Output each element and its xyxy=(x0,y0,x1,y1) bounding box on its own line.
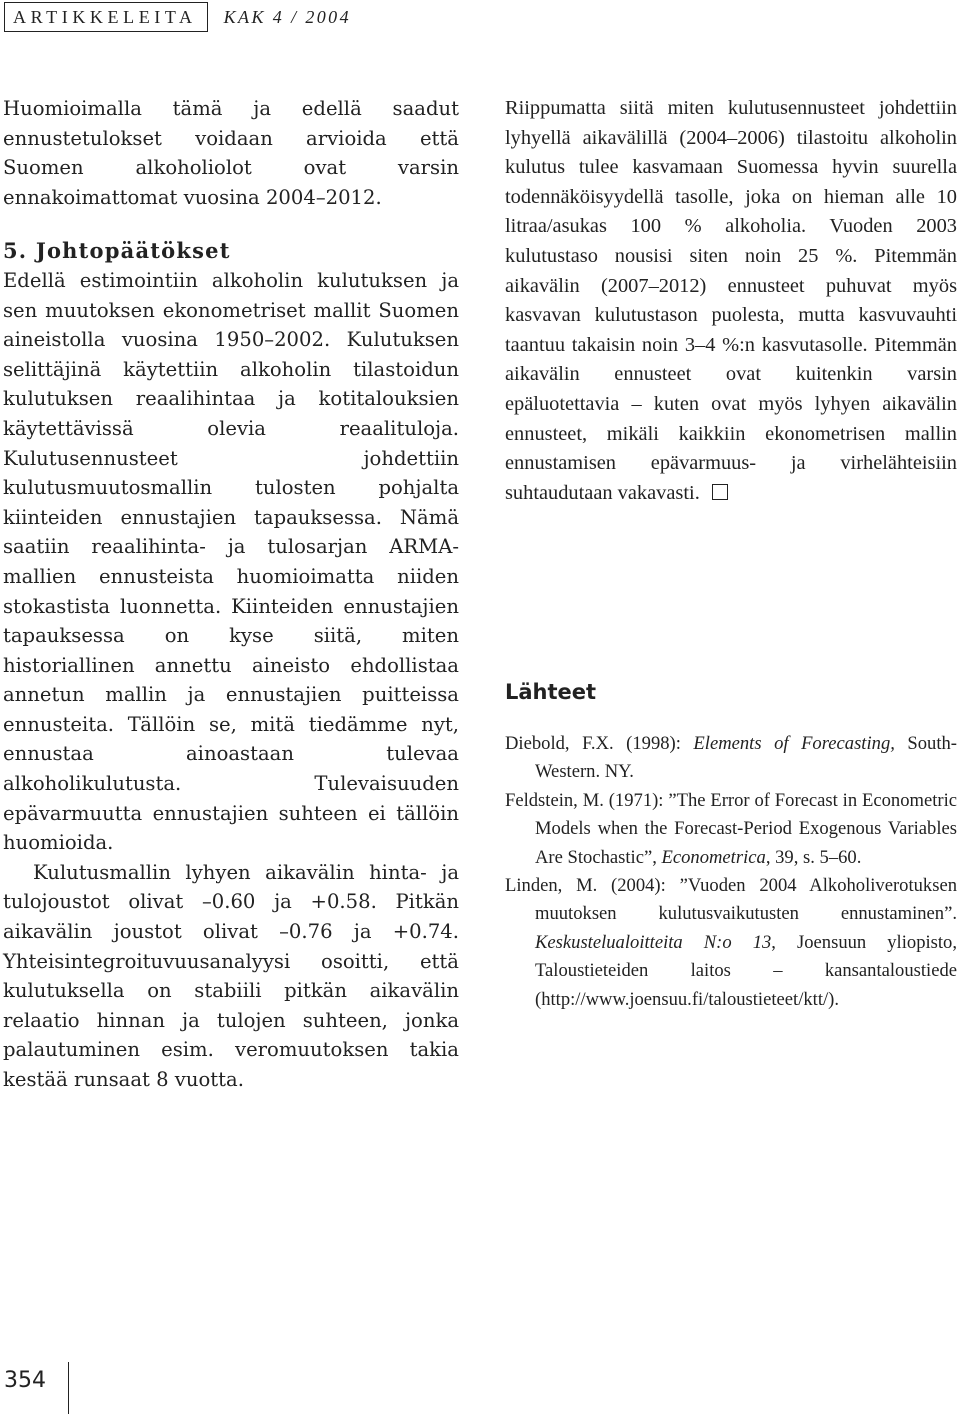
ref-series: Keskustelualoitteita N:o 13 xyxy=(535,931,772,953)
conclusions-paragraph-3 xyxy=(505,94,957,508)
conclusions-paragraph-1: Edellä estimointiin alkoholin kulutuksen ja sen muutoksen ekonometriset mallit Suomen aineistolla vuosina 1950–2002. Kulutuksen selittäjinä käytettiin alkoholin tilastoidun kulutuksen reaalihintaa ja kotitalouksien käytettävissä olevia reaalituloja. Kulutusennusteet johdettiin kulutusmuutosmallin tulosten pohjalta kiinteiden ennustajien tapauksessa. Nämä saatiin reaalihinta- ja tulosarjan ARMA-mallien ennusteista huomioimatta niiden stokastista luonnetta. Kiinteiden ennustajien tapauksessa on kyse siitä, miten historiallinen annettu aineisto ehdollistaa annetun mallin ja ennustajien puitteissa ennusteita. Tällöin se, mitä tiedämme nyt, ennustaa ainoastaan tulevaa alkoholikulutusta. Tulevaisuuden epävarmuutta ennustajien suhteen ei tällöin huomioida. xyxy=(3,268,459,855)
ref-authors: Linden, M. (2004): ”Vuoden 2004 Alkoholiverotuksen muutoksen kulutusvaikutusten ennustaminen”. xyxy=(505,875,957,925)
ref-publisher: South-Western. NY. xyxy=(535,733,957,783)
issue-label: KAK 4 / 2004 xyxy=(223,6,351,27)
section-label: ARTIKKELEITA xyxy=(4,2,208,32)
ref-publisher: , Joensuun yliopisto, Taloustieteiden laitos – kansantaloustiede (http://www.joensuu.fi/taloustieteet/ktt/). xyxy=(535,931,957,1010)
ref-journal: Econometrica xyxy=(661,846,766,868)
ref-title: Elements of Forecasting, xyxy=(693,733,895,754)
page-divider xyxy=(68,1362,69,1414)
end-mark-icon xyxy=(712,484,728,500)
reference-item xyxy=(505,872,957,1014)
right-column xyxy=(505,94,957,508)
intro-paragraph: Huomioimalla tämä ja edellä saadut ennustetulokset voidaan arvioida että Suomen alkoholiolot ovat varsin ennakoimattomat vuosina 2004–2012. xyxy=(3,97,459,209)
references-title: Lähteet xyxy=(505,680,597,704)
reference-item xyxy=(505,787,957,872)
ref-authors: Diebold, F.X. (1998): xyxy=(505,733,694,754)
section-heading: 5. Johtopäätökset xyxy=(3,238,231,264)
references-list xyxy=(505,730,957,1014)
ref-volume: , 39, s. 5–60. xyxy=(765,846,862,868)
running-header xyxy=(0,0,351,34)
conclusions-paragraph-3-text: Riippumatta siitä miten kulutusennusteet johdettiin lyhyellä aikavälillä (2004–2006) tilastoitu alkoholin kulutus tulee kasvamaan Suomessa hyvin suurella todennäköisyydellä tasolle, joka on hieman alle 10 litraa/asukas 100 % alkoholia. Vuoden 2003 kulutustaso nousisi siten noin 25 %. Pitemmän aikavälin (2007–2012) ennusteet puhuvat myös kasvavan kulutustason puolesta, mutta kasvuvauhti taantuu takaisin noin 3–4 %:n kasvutasolle. Pitemmän aikavälin ennusteet ovat kuitenkin varsin epäluotettavia – kuten ovat myös lyhyen aikavälin ennusteet, mikäli kaikkiin ekonometrisen mallin ennustamisen epävarmuus- ja virhelähteisiin suhtaudutaan vakavasti. xyxy=(505,97,957,504)
reference-item xyxy=(505,730,957,787)
conclusions-paragraph-2: Kulutusmallin lyhyen aikavälin hinta- ja tulojoustot olivat –0.60 ja +0.58. Pitkän aikavälin joustot olivat –0.76 ja +0.74. Yhteisintegroituvuusanalyysi osoitti, että kulutuksella on stabiili pitkän aikavälin relaatio hinnan ja tulojen suhteen, jonka palautuminen esim. veromuutoksen takia kestää runsaat 8 vuotta. xyxy=(3,860,459,1091)
left-column xyxy=(3,94,459,1095)
ref-authors: Feldstein, M. (1971): ”The Error of Forecast in Econometric Models when the Forecast-Period Exogenous Variables Are Stochastic”, xyxy=(505,789,957,868)
page-number: 354 xyxy=(4,1368,46,1393)
